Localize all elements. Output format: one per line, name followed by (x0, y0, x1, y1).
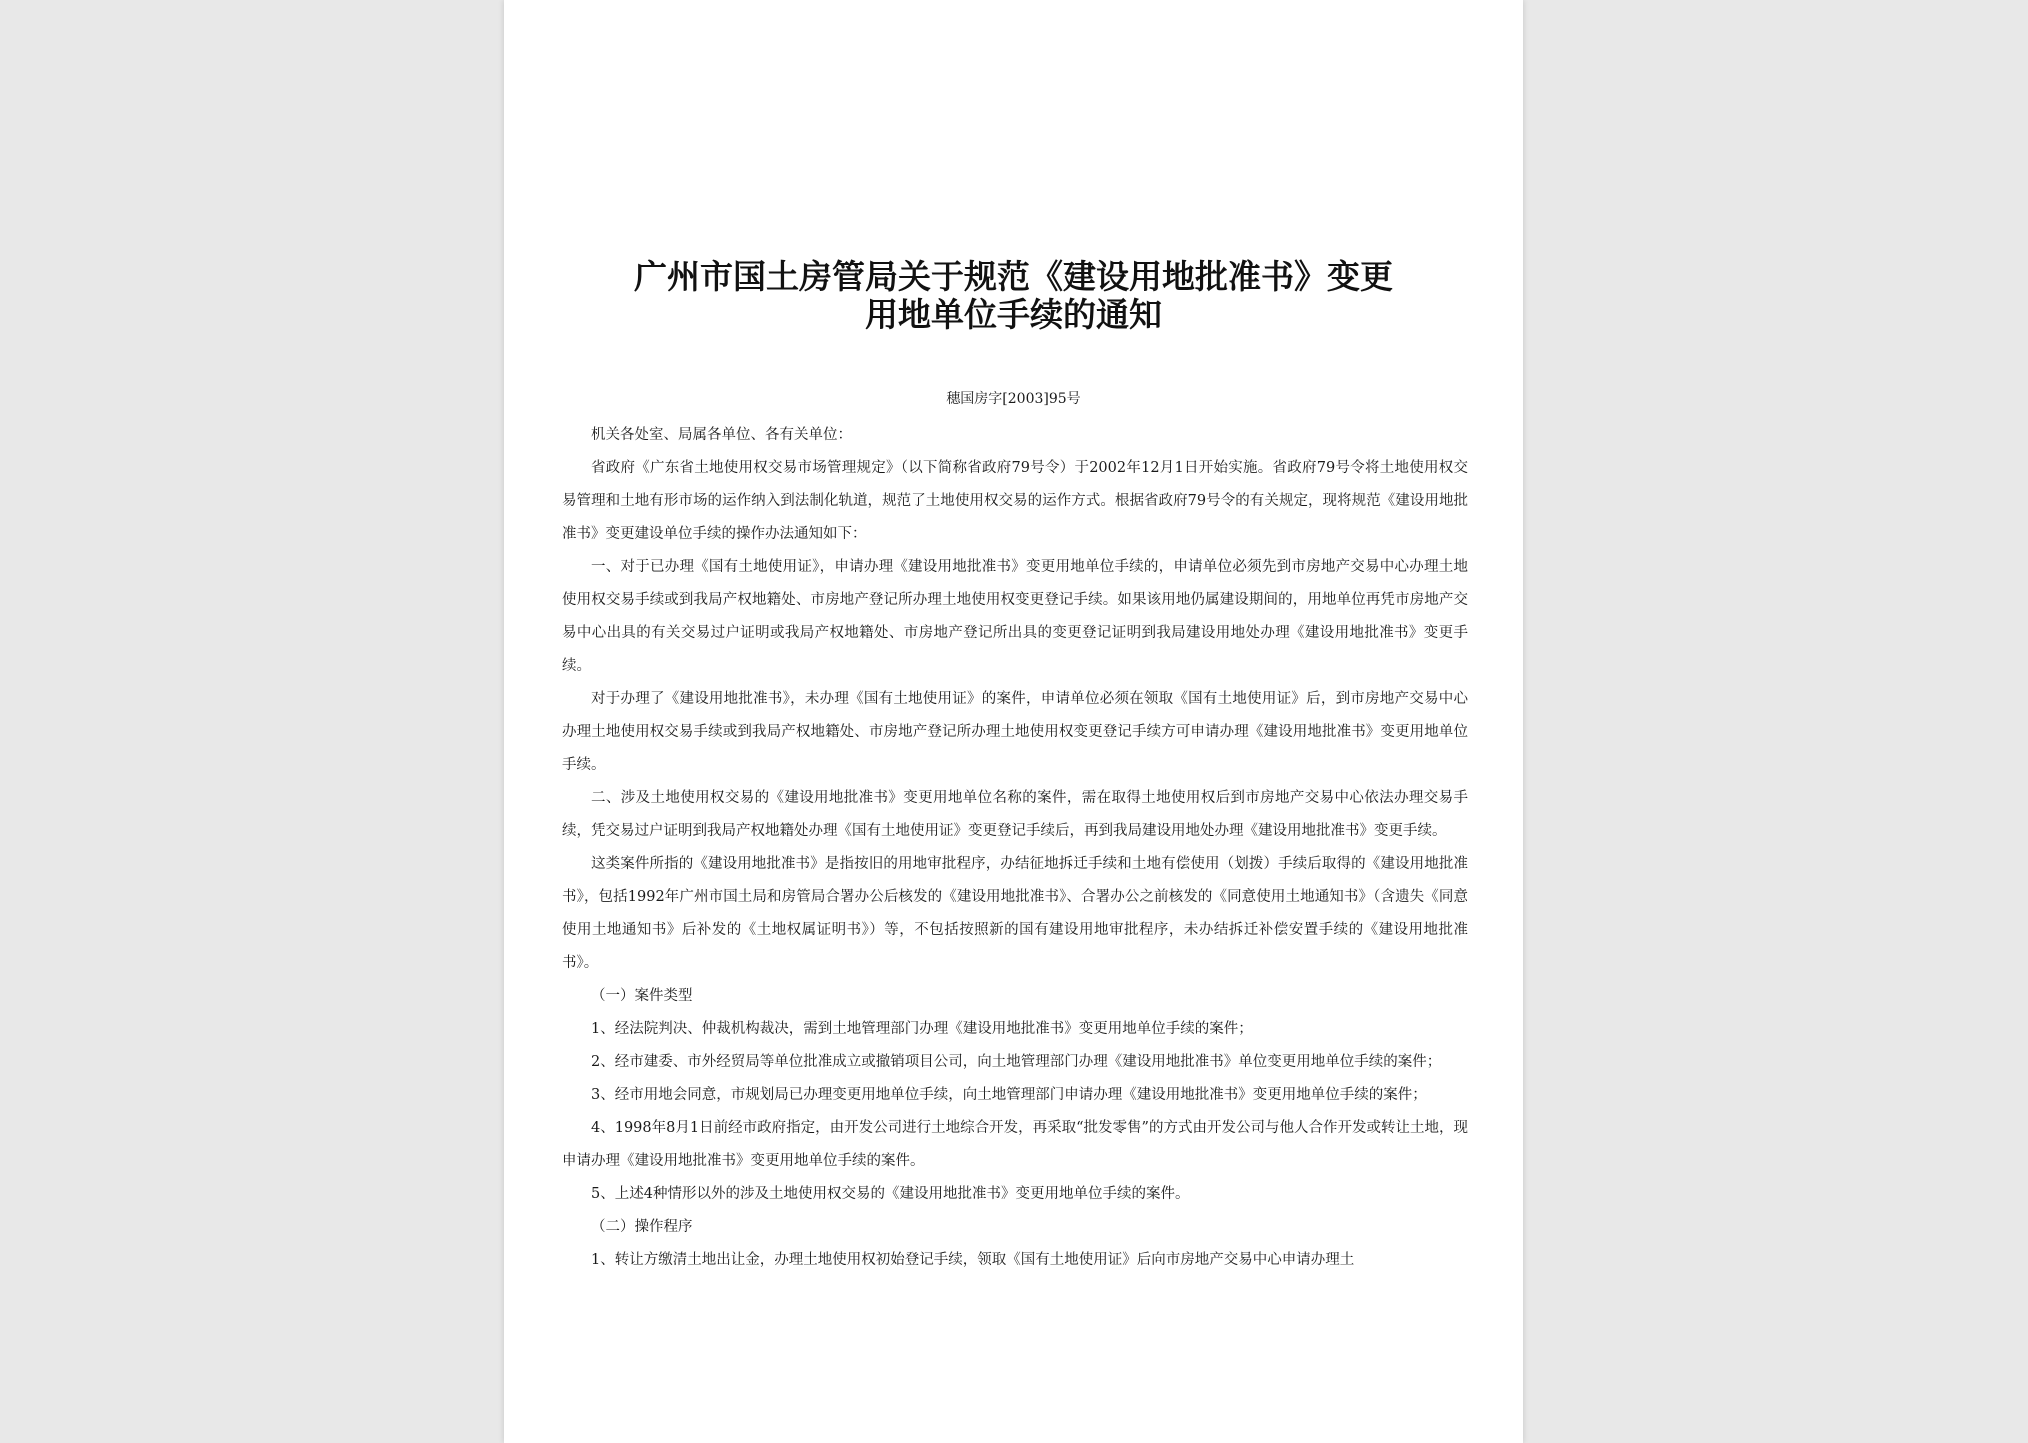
paragraph: 2、经市建委、市外经贸局等单位批准成立或撤销项目公司，向土地管理部门办理《建设用地批准书》单位变更用地单位手续的案件； (591, 1054, 1442, 1070)
paragraph: 省政府《广东省土地使用权交易市场管理规定》（以下简称省政府79号令）于2002年12月1日开始实施。省政府79号令将土地使用权交易管理和土地有形市场的运作纳入到法制化轨道，规范了土地使用权交易的运作方式。根据省政府79号令的有关规定，现将规范《建设用地批准书》变更建设单位手续的操作办法通知如下： (562, 460, 1468, 542)
document-page (504, 0, 1523, 1443)
paragraph: （一）案件类型 (591, 988, 693, 1004)
paragraph: 机关各处室、局属各单位、各有关单位： (591, 427, 852, 443)
document-title (504, 258, 1523, 334)
title-line-2: 用地单位手续的通知 (865, 295, 1162, 334)
paragraph: 5、上述4种情形以外的涉及土地使用权交易的《建设用地批准书》变更用地单位手续的案件。 (591, 1186, 1190, 1202)
paragraph: 二、涉及土地使用权交易的《建设用地批准书》变更用地单位名称的案件，需在取得土地使用权后到市房地产交易中心依法办理交易手续，凭交易过户证明到我局产权地籍处办理《国有土地使用证》变更登记手续后，再到我局建设用地处办理《建设用地批准书》变更手续。 (562, 790, 1468, 839)
paragraph: 3、经市用地会同意，市规划局已办理变更用地单位手续，向土地管理部门申请办理《建设用地批准书》变更用地单位手续的案件； (591, 1087, 1427, 1103)
paragraph: 一、对于已办理《国有土地使用证》，申请办理《建设用地批准书》变更用地单位手续的，申请单位必须先到市房地产交易中心办理土地使用权交易手续或到我局产权地籍处、市房地产登记所办理土地使用权变更登记手续。如果该用地仍属建设期间的，用地单位再凭市房地产交易中心出具的有关交易过户证明或我局产权地籍处、市房地产登记所出具的变更登记证明到我局建设用地处办理《建设用地批准书》变更手续。 (562, 559, 1468, 674)
document-body (562, 419, 1468, 1277)
document-number: 穗国房字[2003]95号 (946, 391, 1081, 407)
paragraph: （二）操作程序 (591, 1219, 693, 1235)
title-line-1: 广州市国土房管局关于规范《建设用地批准书》变更 (634, 257, 1393, 296)
paragraph: 1、转让方缴清土地出让金，办理土地使用权初始登记手续，领取《国有土地使用证》后向市房地产交易中心申请办理土 (591, 1252, 1355, 1268)
paragraph: 4、1998年8月1日前经市政府指定，由开发公司进行土地综合开发，再采取“批发零售”的方式由开发公司与他人合作开发或转让土地，现申请办理《建设用地批准书》变更用地单位手续的案件。 (562, 1120, 1468, 1169)
paragraph: 1、经法院判决、仲裁机构裁决，需到土地管理部门办理《建设用地批准书》变更用地单位手续的案件； (591, 1021, 1253, 1037)
paragraph: 这类案件所指的《建设用地批准书》是指按旧的用地审批程序，办结征地拆迁手续和土地有偿使用（划拨）手续后取得的《建设用地批准书》，包括1992年广州市国土局和房管局合署办公后核发的《建设用地批准书》、合署办公之前核发的《同意使用土地通知书》（含遗失《同意使用土地通知书》后补发的《土地权属证明书》）等，不包括按照新的国有建设用地审批程序，未办结拆迁补偿安置手续的《建设用地批准书》。 (562, 856, 1468, 971)
paragraph: 对于办理了《建设用地批准书》，未办理《国有土地使用证》的案件，申请单位必须在领取《国有土地使用证》后，到市房地产交易中心办理土地使用权交易手续或到我局产权地籍处、市房地产登记所办理土地使用权变更登记手续方可申请办理《建设用地批准书》变更用地单位手续。 (562, 691, 1468, 773)
